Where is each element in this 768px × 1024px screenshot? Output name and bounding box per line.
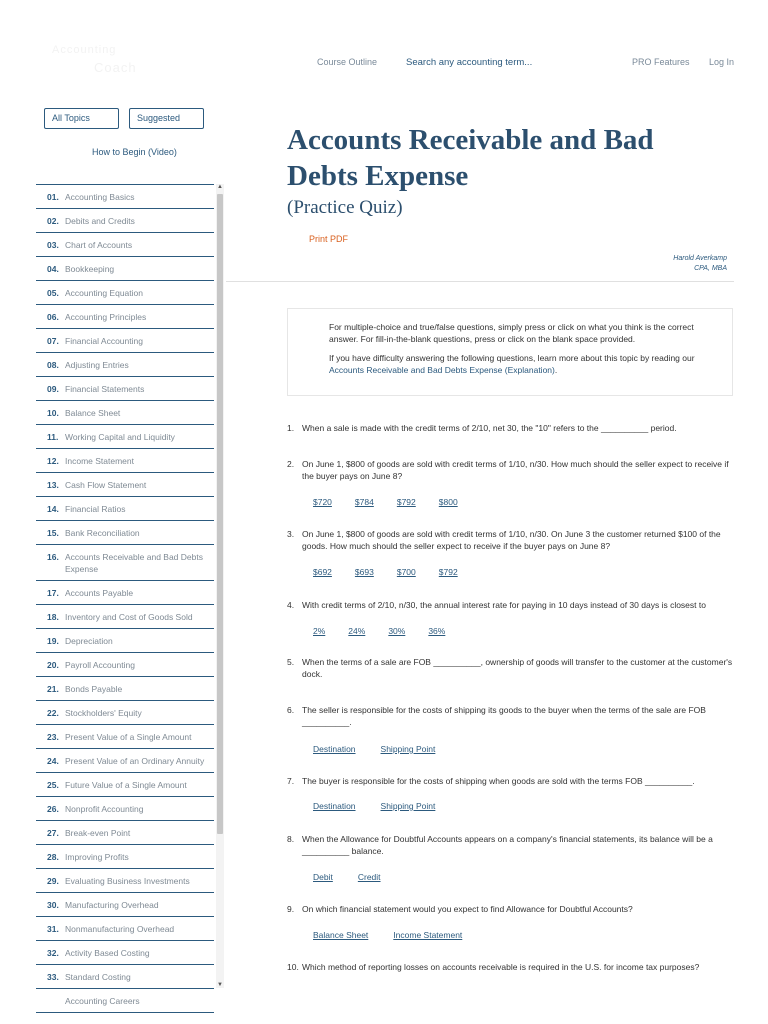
- sidebar-item-label: Future Value of a Single Amount: [65, 780, 187, 790]
- sidebar-item[interactable]: [36, 844, 214, 868]
- divider: [226, 281, 734, 282]
- nav-login[interactable]: Log In: [709, 57, 735, 67]
- question-text[interactable]: When a sale is made with the credit terms of 2/10, net 30, the "10" refers to the __________ period.: [302, 423, 677, 433]
- question-text[interactable]: The buyer is responsible for the costs of shipping when goods are sold with the terms FOB __________.: [302, 776, 695, 786]
- answer-option[interactable]: $792: [438, 567, 458, 577]
- scroll-down-icon[interactable]: ▼: [217, 982, 223, 988]
- site-logo[interactable]: [52, 44, 152, 80]
- answer-options: [313, 744, 460, 754]
- sidebar-item-number: 31.: [47, 924, 59, 934]
- sidebar-item-label: Present Value of an Ordinary Annuity: [65, 756, 205, 766]
- question-text[interactable]: When the Allowance for Doubtful Accounts appears on a company's financial statements, its balance will be a __________ balance.: [302, 834, 713, 856]
- question-text[interactable]: On June 1, $800 of goods are sold with credit terms of 1/10, n/30. On June 3 the customer returned $100 of the goods. How much should the seller expect to receive if the buyer pays on June 8?: [302, 529, 721, 551]
- sidebar-item-label: Break-even Point: [65, 828, 131, 838]
- sidebar-item-number: 06.: [47, 312, 59, 322]
- sidebar-item[interactable]: [36, 604, 214, 628]
- answer-option[interactable]: $700: [396, 567, 416, 577]
- question-number: 5.: [287, 657, 295, 667]
- answer-option[interactable]: Shipping Point: [380, 744, 436, 754]
- sidebar-item-number: 27.: [47, 828, 59, 838]
- sidebar-scrollbar[interactable]: [216, 184, 224, 988]
- answer-option[interactable]: Balance Sheet: [313, 930, 369, 940]
- answer-options: [313, 930, 487, 940]
- answer-option[interactable]: Debit: [313, 872, 333, 882]
- sidebar-item-label: Adjusting Entries: [65, 360, 129, 370]
- sidebar-item-label: Activity Based Costing: [65, 948, 150, 958]
- answer-option[interactable]: 2%: [313, 626, 326, 636]
- sidebar-item-label: Balance Sheet: [65, 408, 121, 418]
- answer-option[interactable]: Shipping Point: [380, 801, 436, 811]
- question-text[interactable]: On which financial statement would you expect to find Allowance for Doubtful Accounts?: [302, 904, 633, 914]
- sidebar-item-number: 26.: [47, 804, 59, 814]
- instructions-box: [287, 308, 733, 396]
- sidebar-item[interactable]: [36, 424, 214, 448]
- sidebar-item-label: Financial Ratios: [65, 504, 126, 514]
- instructions-text: For multiple-choice and true/false questions, simply press or click on what you think is the correct answer. For fill-in-the-blank questions, press or click on the blank space provided.: [329, 322, 694, 344]
- sidebar-item-number: 24.: [47, 756, 59, 766]
- sidebar-item-number: 23.: [47, 732, 59, 742]
- sidebar-item[interactable]: [36, 544, 214, 580]
- answer-options: [313, 626, 468, 636]
- sidebar-item-label: Cash Flow Statement: [65, 480, 147, 490]
- answer-option[interactable]: $693: [354, 567, 374, 577]
- all-topics-button[interactable]: All Topics: [44, 108, 119, 129]
- question-text[interactable]: Which method of reporting losses on accounts receivable is required in the U.S. for income tax purposes?: [302, 962, 700, 972]
- sidebar-item[interactable]: [36, 988, 214, 1013]
- answer-options: [313, 497, 481, 507]
- sidebar-item[interactable]: [36, 628, 214, 652]
- sidebar-item-label: Payroll Accounting: [65, 660, 135, 670]
- sidebar-item-number: 15.: [47, 528, 59, 538]
- sidebar-item-number: 25.: [47, 780, 59, 790]
- sidebar-item-label: Chart of Accounts: [65, 240, 133, 250]
- answer-option[interactable]: Destination: [313, 801, 356, 811]
- sidebar-item-number: 10.: [47, 408, 59, 418]
- sidebar-item[interactable]: [36, 472, 214, 496]
- topic-list: [36, 184, 214, 1013]
- sidebar-item-label: Bonds Payable: [65, 684, 123, 694]
- sidebar-item-number: 16.: [47, 552, 59, 562]
- question-number: 10.: [287, 962, 299, 972]
- sidebar-item-number: 28.: [47, 852, 59, 862]
- sidebar-item[interactable]: [36, 772, 214, 796]
- quiz-question: [287, 961, 737, 973]
- answer-option[interactable]: $784: [354, 497, 374, 507]
- sidebar-item-label: Bookkeeping: [65, 264, 115, 274]
- sidebar-item-label: Nonmanufacturing Overhead: [65, 924, 175, 934]
- sidebar-item-number: 03.: [47, 240, 59, 250]
- sidebar-item-number: 21.: [47, 684, 59, 694]
- sidebar-item-label: Improving Profits: [65, 852, 129, 862]
- sidebar-item-label: Present Value of a Single Amount: [65, 732, 192, 742]
- sidebar-item-label: Debits and Credits: [65, 216, 135, 226]
- sidebar-item-number: 30.: [47, 900, 59, 910]
- answer-option[interactable]: $800: [438, 497, 458, 507]
- sidebar-item[interactable]: [36, 748, 214, 772]
- question-number: 4.: [287, 600, 295, 610]
- answer-option[interactable]: Income Statement: [393, 930, 463, 940]
- sidebar-item-number: 19.: [47, 636, 59, 646]
- question-number: 8.: [287, 834, 295, 844]
- sidebar-item-label: Stockholders' Equity: [65, 708, 142, 718]
- sidebar-item-label: Income Statement: [65, 456, 134, 466]
- sidebar-item-number: 32.: [47, 948, 59, 958]
- author-info: [600, 254, 727, 274]
- question-text[interactable]: With credit terms of 2/10, n/30, the annual interest rate for paying in 10 days instead of 30 days is closest to: [302, 600, 706, 610]
- quiz-question: [287, 775, 737, 787]
- sidebar-item-number: 07.: [47, 336, 59, 346]
- sidebar-item[interactable]: [36, 376, 214, 400]
- quiz-question: [287, 599, 737, 611]
- answer-option[interactable]: Credit: [357, 872, 381, 882]
- answer-option[interactable]: 24%: [348, 626, 366, 636]
- quiz-question: [287, 458, 737, 482]
- explanation-prompt-text: If you have difficulty answering the following questions, learn more about this topic by reading our: [329, 353, 695, 363]
- sidebar-item-label: Accounts Payable: [65, 588, 134, 598]
- print-pdf-link[interactable]: Print PDF: [309, 234, 349, 244]
- sidebar-item-label: Nonprofit Accounting: [65, 804, 144, 814]
- sidebar-item-label: Accounts Receivable and Bad Debts Expense: [65, 552, 203, 574]
- scrollbar-thumb[interactable]: [217, 194, 223, 834]
- sidebar-item[interactable]: [36, 676, 214, 700]
- answer-options: [313, 872, 406, 882]
- sidebar-item-label: Bank Reconciliation: [65, 528, 140, 538]
- sidebar-item[interactable]: [36, 652, 214, 676]
- sidebar-item-label: Accounting Careers: [65, 996, 140, 1006]
- sidebar-item-label: Financial Statements: [65, 384, 145, 394]
- quiz-question: [287, 656, 737, 680]
- logo-line-2: Coach: [94, 60, 137, 75]
- question-number: 9.: [287, 904, 295, 914]
- sidebar-item[interactable]: [36, 328, 214, 352]
- sidebar-item-label: Financial Accounting: [65, 336, 143, 346]
- sidebar-item[interactable]: [36, 940, 214, 964]
- suggested-button[interactable]: Suggested: [129, 108, 204, 129]
- sidebar-item-label: Standard Costing: [65, 972, 131, 982]
- sidebar-item-number: 20.: [47, 660, 59, 670]
- sidebar-item-number: 09.: [47, 384, 59, 394]
- quiz-question: [287, 903, 737, 915]
- answer-option[interactable]: 30%: [388, 626, 406, 636]
- question-number: 2.: [287, 459, 295, 469]
- author-name[interactable]: Harold Averkamp: [673, 255, 727, 262]
- how-to-begin-link[interactable]: How to Begin (Video): [92, 147, 177, 157]
- sidebar-item[interactable]: [36, 796, 214, 820]
- sidebar-item-number: 33.: [47, 972, 59, 982]
- sidebar-item-label: Accounting Basics: [65, 192, 135, 202]
- answer-option[interactable]: $692: [313, 567, 332, 577]
- sidebar-item[interactable]: [36, 280, 214, 304]
- quiz-question: [287, 833, 737, 857]
- sidebar-item-label: Evaluating Business Investments: [65, 876, 190, 886]
- page-title: Accounts Receivable and Bad Debts Expense: [287, 124, 654, 192]
- sidebar-item[interactable]: [36, 448, 214, 472]
- sidebar-item[interactable]: [36, 724, 214, 748]
- explanation-suffix: .: [554, 365, 558, 375]
- sidebar-item-label: Depreciation: [65, 636, 113, 646]
- quiz-question: [287, 528, 737, 552]
- answer-option[interactable]: $720: [313, 497, 332, 507]
- sidebar-item-number: 08.: [47, 360, 59, 370]
- sidebar-item[interactable]: [36, 916, 214, 940]
- answer-option[interactable]: Destination: [313, 744, 356, 754]
- sidebar-item[interactable]: [36, 256, 214, 280]
- sidebar-item-number: 05.: [47, 288, 59, 298]
- sidebar-item[interactable]: [36, 352, 214, 376]
- quiz-question: [287, 422, 737, 434]
- answer-option[interactable]: 36%: [428, 626, 446, 636]
- explanation-link[interactable]: Accounts Receivable and Bad Debts Expense (Explanation): [329, 365, 555, 375]
- question-number: 1.: [287, 423, 295, 433]
- sidebar-item-label: Working Capital and Liquidity: [65, 432, 175, 442]
- sidebar-item[interactable]: [36, 400, 214, 424]
- answer-options: [313, 801, 460, 811]
- quiz-question: [287, 704, 737, 728]
- page-subtitle: (Practice Quiz): [287, 197, 403, 218]
- sidebar-item-label: Accounting Principles: [65, 312, 147, 322]
- answer-option[interactable]: $792: [396, 497, 416, 507]
- sidebar-item[interactable]: [36, 520, 214, 544]
- sidebar-item-label: Manufacturing Overhead: [65, 900, 159, 910]
- sidebar-item-number: 11.: [47, 432, 59, 442]
- sidebar-item-number: 22.: [47, 708, 59, 718]
- sidebar-item-number: 17.: [47, 588, 59, 598]
- sidebar-item[interactable]: [36, 496, 214, 520]
- sidebar-item-number: 04.: [47, 264, 59, 274]
- sidebar-item[interactable]: [36, 892, 214, 916]
- sidebar-item[interactable]: [36, 580, 214, 604]
- nav-search-link[interactable]: Search any accounting term...: [406, 57, 533, 68]
- sidebar-item-number: 02.: [47, 216, 59, 226]
- question-text[interactable]: When the terms of a sale are FOB __________, ownership of goods will transfer to the customer at the customer's dock.: [302, 657, 733, 679]
- topic-sidebar: [36, 184, 224, 1006]
- sidebar-item[interactable]: [36, 232, 214, 256]
- sidebar-item[interactable]: [36, 184, 214, 208]
- sidebar-item-number: 01.: [47, 192, 59, 202]
- question-number: 6.: [287, 705, 295, 715]
- question-number: 7.: [287, 776, 295, 786]
- sidebar-item[interactable]: [36, 700, 214, 724]
- site-header: [0, 0, 768, 100]
- author-credentials: CPA, MBA: [694, 265, 727, 272]
- question-text[interactable]: The seller is responsible for the costs of shipping its goods to the buyer when the terms of the sale are FOB __________.: [302, 705, 706, 727]
- sidebar-item[interactable]: [36, 304, 214, 328]
- explanation-prompt: [329, 352, 732, 376]
- sidebar-item-number: 12.: [47, 456, 59, 466]
- sidebar-item-number: 18.: [47, 612, 59, 622]
- logo-line-1: Accounting: [52, 44, 117, 56]
- sidebar-item[interactable]: [36, 868, 214, 892]
- sidebar-item-number: 13.: [47, 480, 59, 490]
- answer-options: [313, 567, 481, 577]
- sidebar-item-label: Accounting Equation: [65, 288, 143, 298]
- sidebar-item-number: 29.: [47, 876, 59, 886]
- question-text[interactable]: On June 1, $800 of goods are sold with credit terms of 1/10, n/30. How much should the seller expect to receive if the buyer pays on June 8?: [302, 459, 729, 481]
- scroll-up-icon[interactable]: ▲: [217, 184, 223, 190]
- nav-pro-features[interactable]: PRO Features: [632, 57, 690, 67]
- nav-course-outline[interactable]: Course Outline: [317, 57, 378, 67]
- sidebar-item-label: Inventory and Cost of Goods Sold: [65, 612, 193, 622]
- sidebar-item[interactable]: [36, 964, 214, 988]
- question-number: 3.: [287, 529, 295, 539]
- sidebar-item[interactable]: [36, 820, 214, 844]
- sidebar-item-number: 14.: [47, 504, 59, 514]
- sidebar-item[interactable]: [36, 208, 214, 232]
